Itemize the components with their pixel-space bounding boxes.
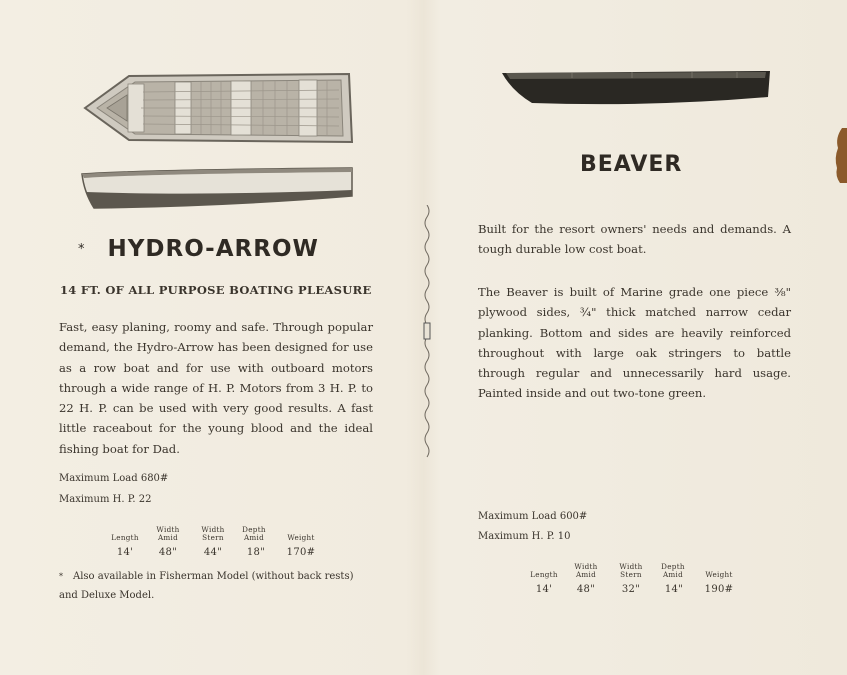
beaver-title: BEAVER [580, 152, 683, 177]
dim-header-width-stern: Width Stern [201, 525, 225, 542]
hydro-arrow-side-view-photo [80, 166, 355, 211]
page-gutter-stitching [418, 205, 436, 460]
hydro-arrow-description: Fast, easy planing, roomy and safe. Through popular demand, the Hydro-Arrow has been designed for use as a row boat and for use with outboard motors through a wide range of H. P. Motors from 3 H. P. to 22 H. P. can be used with very good results. A fast little raceabout for the young blood and the ideal fishing boat for Dad. [59, 320, 373, 456]
dim-value-depth-amid: 18" [246, 547, 266, 558]
dim-header-weight: Weight [287, 533, 315, 542]
dim-value-width-stern: 44" [203, 547, 223, 558]
footnote-asterisk: * [59, 572, 63, 581]
beaver-dimensions-table [420, 562, 840, 602]
dim-header-width-stern: Width Stern [619, 562, 643, 579]
beaver-description: The Beaver is built of Marine grade one piece ⅜" plywood sides, ¾" thick matched narrow cedar planking. Bottom and sides are heavily reinforced throughout with large oak stringers to battle through regular and unnecessarily hard usage. Painted inside and out two-tone green. [478, 285, 791, 401]
dim-value-length: 14' [116, 547, 134, 558]
dim-value-depth-amid: 14" [664, 584, 684, 595]
hydro-arrow-title-text: HYDRO-ARROW [107, 236, 319, 262]
dim-header-width-amid: Width Amid [156, 525, 180, 542]
dim-header-length: Length [530, 570, 558, 579]
dim-header-width-amid: Width Amid [574, 562, 598, 579]
dim-value-width-amid: 48" [158, 547, 178, 558]
dim-header-weight: Weight [705, 570, 733, 579]
hydro-arrow-title [78, 236, 319, 262]
beaver-boat-photo [502, 69, 772, 109]
dim-value-width-stern: 32" [621, 584, 641, 595]
footnote-text: Also available in Fisherman Model (without back rests) and Deluxe Model. [59, 571, 354, 601]
title-asterisk: * [78, 242, 86, 257]
hydro-arrow-footnote [59, 567, 375, 605]
dim-value-length: 14' [535, 584, 553, 595]
dim-header-length: Length [111, 533, 139, 542]
hydro-arrow-max-load: Maximum Load 680# [59, 473, 169, 484]
dim-header-depth-amid: Depth Amid [242, 525, 266, 542]
hydro-arrow-subtitle: 14 FT. OF ALL PURPOSE BOATING PLEASURE [60, 283, 372, 297]
dim-value-weight: 170# [286, 547, 316, 558]
dim-value-weight: 190# [704, 584, 734, 595]
dim-header-depth-amid: Depth Amid [661, 562, 685, 579]
hydro-arrow-top-view-photo [83, 70, 353, 148]
beaver-max-hp: Maximum H. P. 10 [478, 531, 571, 542]
beaver-max-load: Maximum Load 600# [478, 511, 588, 522]
hydro-arrow-dimensions-table [0, 525, 420, 565]
beaver-intro: Built for the resort owners' needs and demands. A tough durable low cost boat. [478, 222, 791, 257]
dim-value-width-amid: 48" [576, 584, 596, 595]
hydro-arrow-max-hp: Maximum H. P. 22 [59, 494, 152, 505]
page-edge-tear [832, 128, 847, 187]
